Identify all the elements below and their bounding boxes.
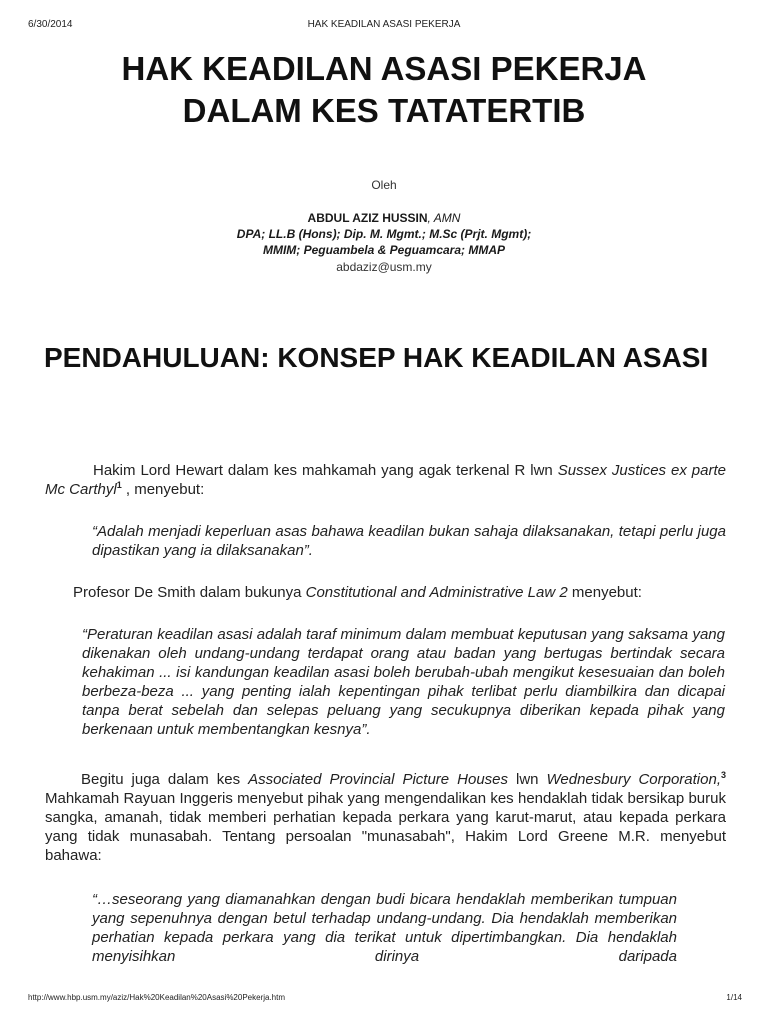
author-email: abdaziz@usm.my [336, 260, 432, 274]
quote-3: “…seseorang yang diamanahkan dengan budi bicara hendaklah memberikan tumpuan yang sepenuhnya dengan betul terhadap undang-undang. Dia hendaklah memberikan perhatian kepada perkara yang dia terikat untuk dipertimbangkan. Dia hendaklah menyisihkan dirinya daripada [92, 891, 677, 965]
case-name-a: Associated Provincial Picture Houses [248, 771, 509, 788]
quote-2: “Peraturan keadilan asasi adalah taraf minimum dalam membuat keputusan yang saksama yang dikenakan oleh undang-undang terdapat orang atau badan yang bertugas bertindak secara kehakiman ... isi kandungan keadilan asasi boleh berubah-ubah mengikut kesesuaian dan boleh berbeza-beza ... yang penting ialah kepentingan pihak terlibat perlu diambilkira dan dicapai tanpa berat sebelah dan selepas peluang yang secukupnya diberikan kepada pihak yang berkenaan untuk membentangkan kesnya”. [82, 626, 725, 738]
paragraph-2-text-a: Profesor De Smith dalam bukunya [73, 584, 306, 601]
book-title: Constitutional and Administrative Law 2 [305, 584, 568, 601]
print-header-title: HAK KEADILAN ASASI PEKERJA [307, 19, 461, 30]
document-title-line-2: DALAM KES TATATERTIB [182, 92, 586, 129]
document-title [0, 48, 768, 132]
document-title-line-1: HAK KEADILAN ASASI PEKERJA [121, 50, 647, 87]
author-credentials-2: MMIM; Peguambela & Peguamcara; MMAP [262, 243, 506, 257]
author-line [0, 210, 768, 226]
paragraph-3 [45, 770, 726, 865]
author-credentials-1: DPA; LL.B (Hons); Dip. M. Mgmt.; M.Sc (Prjt. Mgmt); [236, 227, 532, 241]
case-citation: Sussex Justices ex parte Mc Carthyl [45, 462, 726, 498]
by-label: Oleh [371, 178, 397, 192]
author-suffix: , AMN [427, 211, 461, 225]
paragraph-1-text-a: Hakim Lord Hewart dalam kes mahkamah yang agak terkenal R lwn [93, 462, 558, 479]
paragraph-2-text-b: menyebut: [567, 584, 642, 601]
paragraph-2 [73, 583, 733, 602]
footnote-3: 3 [721, 770, 727, 780]
footnote-1: 1 [116, 480, 122, 490]
page-number: 1/14 [726, 993, 742, 1002]
source-url-link[interactable]: http://www.hbp.usm.my/aziz/Hak%20Keadilan%20Asasi%20Pekerja.htm [28, 993, 286, 1002]
paragraph-3-text-b: lwn [508, 771, 547, 788]
quote-1: “Adalah menjadi keperluan asas bahawa keadilan bukan sahaja dilaksanakan, tetapi perlu juga dipastikan yang ia dilaksanakan”. [92, 523, 726, 559]
print-date: 6/30/2014 [28, 19, 73, 30]
paragraph-3-text-a: Begitu juga dalam kes [81, 771, 249, 788]
case-name-b: Wednesbury Corporation, [546, 771, 721, 788]
paragraph-1 [45, 461, 726, 499]
paragraph-3-text-c: Mahkamah Rayuan Inggeris menyebut pihak yang mengendalikan kes hendaklah tidak bersikap buruk sangka, amanah, tidak memberi perhatian kepada perkara yang karut-marut, atau kepada perkara yang tidak munasabah. Tentang persoalan "munasabah", Hakim Lord Greene M.R. menyebut bahawa: [45, 790, 726, 864]
section-heading: PENDAHULUAN: KONSEP HAK KEADILAN ASASI [44, 342, 709, 373]
author-name: ABDUL AZIZ HUSSIN [307, 211, 428, 225]
paragraph-1-text-b: , menyebut: [121, 481, 205, 498]
